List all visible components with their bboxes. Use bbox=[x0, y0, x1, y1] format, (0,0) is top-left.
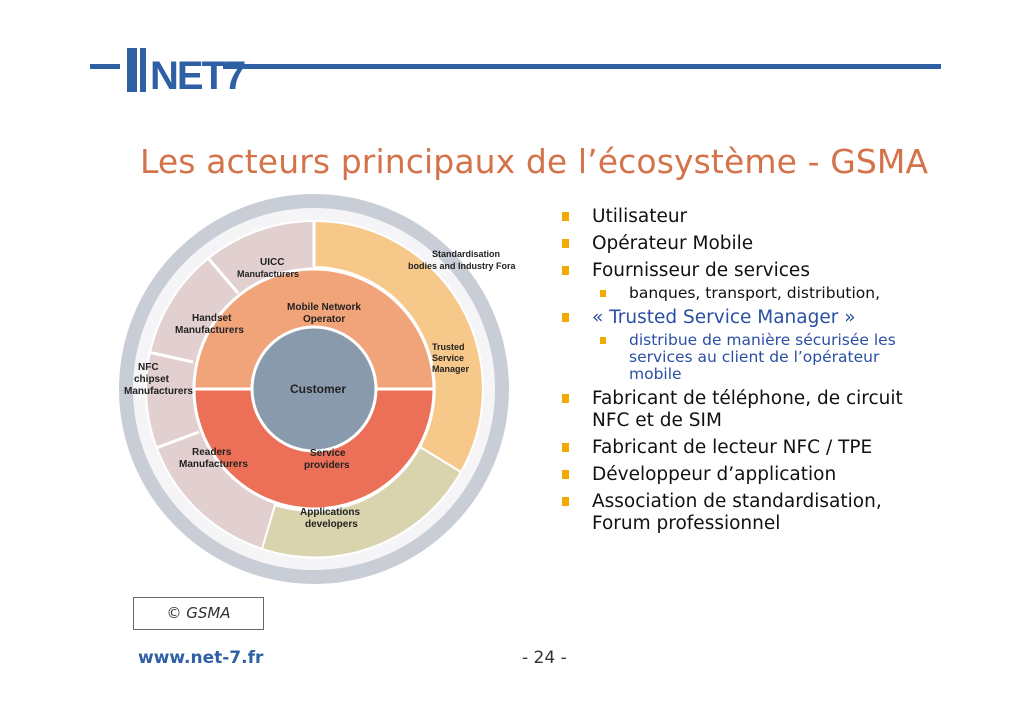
operator-label-2: Operator bbox=[303, 314, 346, 325]
bullet-item-highlight: « Trusted Service Manager » bbox=[556, 307, 926, 329]
bullet-item: Développeur d’application bbox=[556, 464, 926, 486]
slide-title: Les acteurs principaux de l’écosystème - GSMA bbox=[140, 142, 929, 181]
page-number: - 24 - bbox=[522, 648, 567, 668]
service-label-2: providers bbox=[304, 460, 350, 471]
operator-label-1: Mobile Network bbox=[287, 302, 361, 313]
bullet-item: Utilisateur bbox=[556, 206, 926, 228]
nfc-label-3: Manufacturers bbox=[124, 386, 193, 397]
bullet-item: Fabricant de lecteur NFC / TPE bbox=[556, 437, 926, 459]
standard-label-1: Standardisation bbox=[432, 249, 501, 259]
apps-label-1: Applications bbox=[300, 507, 361, 518]
readers-label-2: Manufacturers bbox=[179, 459, 248, 470]
logo-text: NET7 bbox=[150, 54, 245, 98]
uicc-label-1: UICC bbox=[260, 257, 285, 268]
bullet-item: Fournisseur de services bbox=[556, 260, 926, 282]
customer-label: Customer bbox=[290, 382, 347, 396]
sub-bullet-item: banques, transport, distribution, bbox=[556, 285, 926, 302]
bullet-item: Fabricant de téléphone, de circuit NFC et de SIM bbox=[556, 388, 926, 432]
tsm-label-1: Trusted bbox=[432, 342, 465, 352]
bullet-item: Opérateur Mobile bbox=[556, 233, 926, 255]
net7-logo bbox=[127, 48, 245, 98]
sub-bullet-item-highlight: distribue de manière sécurisée les services au client de l’opérateur mobile bbox=[556, 332, 926, 383]
handset-label-2: Manufacturers bbox=[175, 325, 244, 336]
image-credit: © GSMA bbox=[133, 597, 264, 630]
header-line-left bbox=[90, 64, 120, 69]
apps-label-2: developers bbox=[305, 519, 358, 530]
nfc-label-2: chipset bbox=[134, 374, 170, 385]
ecosystem-diagram bbox=[112, 192, 558, 584]
service-label-1: Service bbox=[310, 448, 346, 459]
tsm-label-2: Service bbox=[432, 353, 465, 363]
standard-label-2: bodies and Industry Fora bbox=[408, 261, 516, 271]
bullet-list bbox=[556, 206, 926, 540]
nfc-label-1: NFC bbox=[138, 362, 159, 373]
readers-label-1: Readers bbox=[192, 447, 232, 458]
header-line-right bbox=[223, 64, 941, 69]
footer-url-link[interactable]: www.net-7.fr bbox=[138, 648, 264, 668]
bullet-item: Association de standardisation, Forum professionnel bbox=[556, 491, 926, 535]
header-bar bbox=[0, 0, 1030, 110]
uicc-label-2: Manufacturers bbox=[237, 269, 300, 279]
handset-label-1: Handset bbox=[192, 313, 232, 324]
tsm-label-3: Manager bbox=[432, 364, 470, 374]
